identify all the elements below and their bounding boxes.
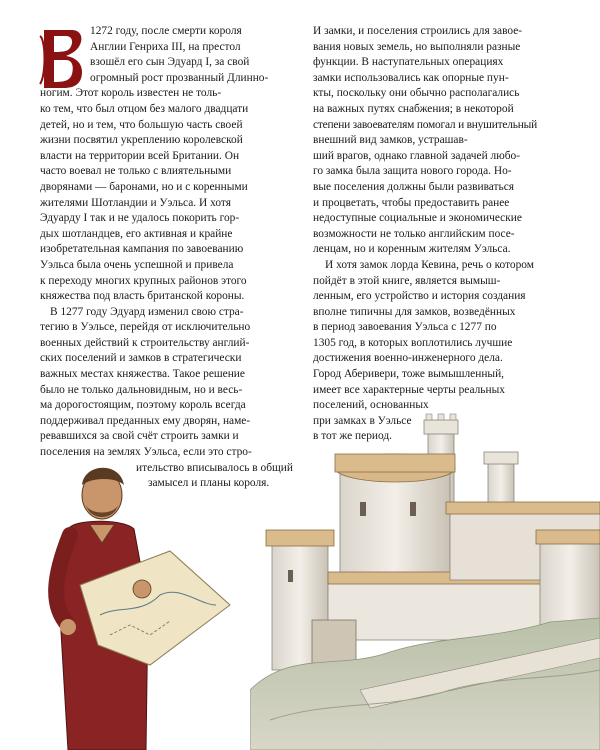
- text-line: к переходу многих крупных районов этого: [40, 274, 247, 287]
- text-line: И замки, и поселения строились для завое-: [313, 25, 523, 37]
- text-line: степени завоевателям помогал и внушительный: [313, 118, 538, 131]
- text-line: го замка была защита нового города. Но-: [313, 165, 512, 178]
- text-line: детей, но и тем, что большую часть своей: [40, 118, 243, 131]
- text-line: военных действий к строительству англий-: [40, 336, 250, 349]
- text-line: И хотя замок лорда Кевина, речь о котором: [325, 258, 534, 271]
- text-line: кты, поскольку они обычно располагались: [313, 87, 520, 100]
- text-line: вые поселения должны были развиваться: [313, 180, 515, 193]
- text-line: было не только дальновидным, но и весь-: [40, 383, 243, 396]
- text-line: Эдуарду I так и не удалось покорить гор-: [40, 212, 240, 225]
- text-line: недоступные социальные и экономические: [313, 212, 522, 225]
- text-line: В 1277 году Эдуард изменил свою стра-: [50, 305, 244, 318]
- text-line: жителями Шотландии и Уэльса. И хотя: [40, 196, 231, 209]
- text-line: функции. В наступательных операциях: [313, 56, 504, 69]
- right-column: [313, 24, 581, 445]
- text-line: взошёл его сын Эдуард I, за свой: [90, 56, 250, 69]
- text-line: ший врагов, однако главной задачей любо-: [313, 149, 521, 162]
- text-line: поселения на землях Уэльса, если это стро-: [40, 446, 252, 459]
- text-line: ительство вписывалось в общий: [136, 461, 293, 474]
- text-line: замысел и планы короля.: [148, 477, 270, 490]
- text-line: в тот же период.: [313, 430, 392, 443]
- text-line: поддерживал преданных ему дворян, наме-: [40, 414, 251, 427]
- text-line: дворянами — баронами, но и с коренными: [40, 180, 248, 193]
- text-line: и процветать, чтобы предоставить ранее: [313, 196, 510, 209]
- text-line: ревавшихся за свой счёт строить замки и: [40, 430, 239, 443]
- text-line: замки использовались как опорные пун-: [313, 71, 509, 84]
- text-line: власти на территории всей Британии. Он: [40, 149, 240, 162]
- text-line: на важных путях снабжения; в некоторой: [313, 102, 514, 115]
- text-line: тегию в Уэльсе, перейдя от исключительно: [40, 321, 251, 334]
- text-line: ко тем, что был отцом без малого двадцати: [40, 102, 249, 115]
- castle-illustration: [250, 390, 600, 750]
- text-line: изобретательная кампания по завоеванию: [40, 243, 244, 256]
- text-line: ногим. Этот король известен не толь-: [40, 87, 222, 100]
- text-line: при замках в Уэльсе: [313, 414, 412, 427]
- text-line: ских поселений и замков в стратегически: [40, 352, 242, 365]
- text-line: важных местах княжества. Такое решение: [40, 368, 245, 381]
- text-line: Город Аберивери, тоже вымышленный,: [313, 368, 505, 381]
- text-line: имеет все характерные черты реальных: [313, 383, 505, 396]
- text-line: часто воевал не только с влиятельными: [40, 165, 232, 178]
- text-line: дых шотландцев, его активная и крайне: [40, 227, 233, 240]
- text-line: Англии Генриха III, на престол: [90, 40, 241, 53]
- text-line: поселений, основанных: [313, 399, 429, 412]
- text-line: ленцам, но и коренным жителям Уэльса.: [313, 243, 511, 256]
- text-line: 1272 году, после смерти короля: [90, 25, 242, 37]
- text-line: ленным, его устройство и история создания: [313, 290, 526, 303]
- edward-figure-illustration: [20, 455, 250, 750]
- text-line: возможности не только английским посе-: [313, 227, 515, 240]
- text-line: вания новых земель, но выполняли разные: [313, 40, 521, 53]
- text-line: Уэльса была очень успешной и привела: [40, 258, 234, 271]
- text-line: огромный рост прозванный Длинно-: [90, 71, 269, 84]
- text-line: 1305 год, в которых воплотились лучшие: [313, 336, 513, 349]
- text-line: княжества под власть британской короны.: [40, 290, 245, 303]
- text-line: вполне типичны для замков, возведённых: [313, 305, 516, 318]
- text-line: в период завоевания Уэльса с 1277 по: [313, 321, 497, 334]
- text-line: жизни посвятил укреплению королевской: [40, 134, 243, 147]
- text-line: внешний вид замков, устрашав-: [313, 134, 468, 147]
- text-line: достижения военно-инженерного дела.: [313, 352, 503, 365]
- text-line: пойдёт в этой книге, является вымыш-: [313, 274, 501, 287]
- text-line: ма дорогостоящим, поэтому король всегда: [40, 399, 246, 412]
